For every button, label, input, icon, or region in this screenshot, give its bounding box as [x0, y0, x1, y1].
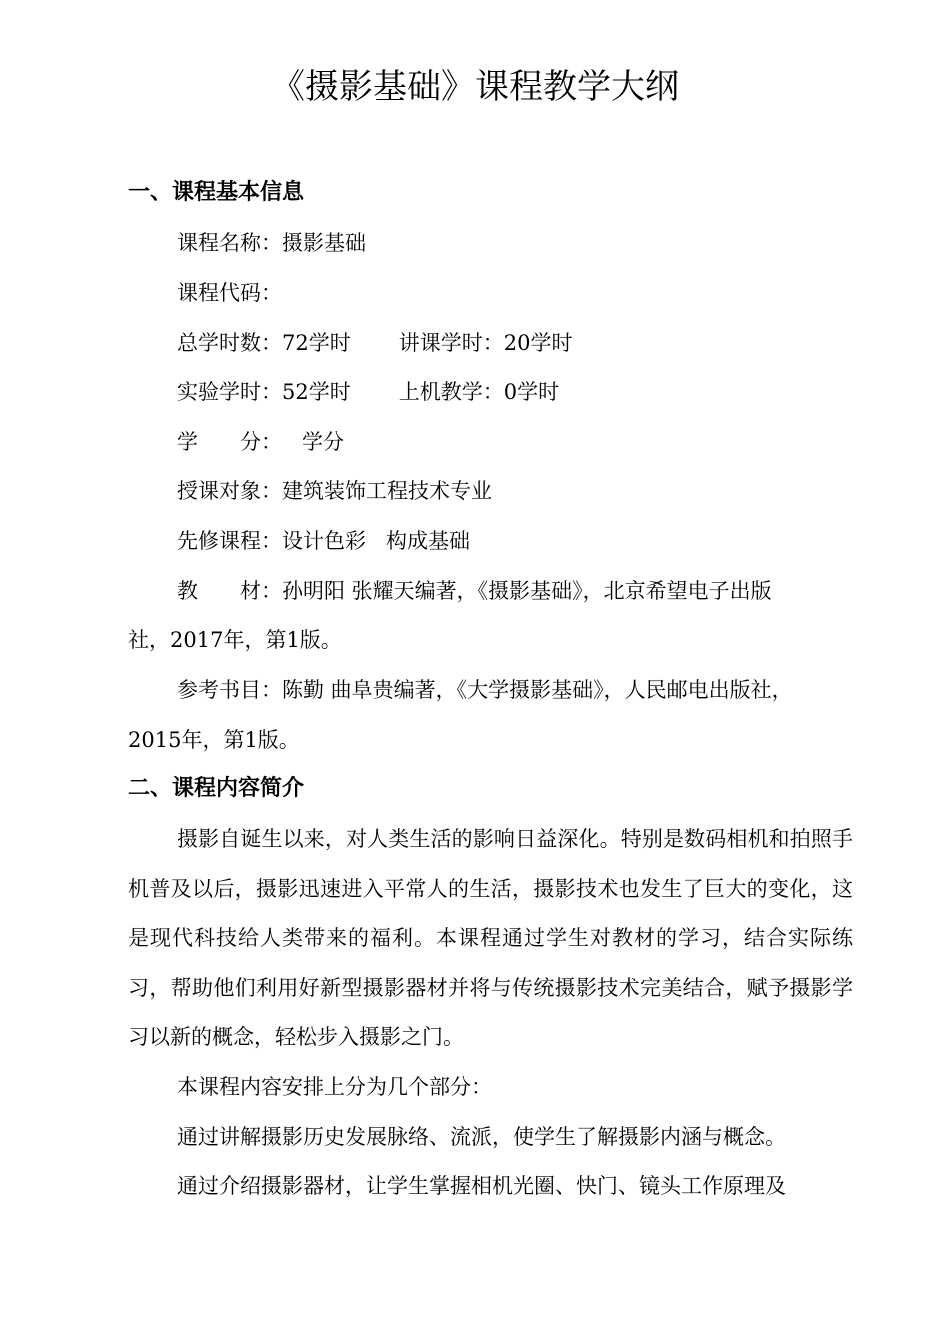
- document-title: 《摄影基础》课程教学大纲: [271, 67, 679, 107]
- reference-continued: 2015年，第1版。: [128, 728, 300, 752]
- textbook-continued: 社，2017年，第1版。: [128, 628, 342, 652]
- intro-paragraph-1: 摄影自诞生以来，对人类生活的影响日益深化。特别是数码相机和拍照手机普及以后，摄影迅速进入平常人的生活，摄影技术也发生了巨大的变化，这是现代科技给人类带来的福利。本课程通过学生对教材的学习，结合实际练习，帮助他们利用好新型摄影器材并将与传统摄影技术完美结合，赋予摄影学习以新的概念，轻松步入摄影之门。: [128, 827, 853, 1050]
- textbook-label: 教: [177, 579, 198, 603]
- textbook: [177, 576, 772, 606]
- textbook-text: 材：孙明阳 张耀天编著，《摄影基础》，北京希望电子出版: [240, 579, 772, 603]
- lab-hours: 实验学时：52学时: [177, 380, 351, 404]
- section-heading-content-intro: 二、课程内容简介: [128, 776, 305, 801]
- hours-row-1: [177, 328, 572, 358]
- credit-colon: 分：: [240, 430, 282, 454]
- credit-row: [177, 427, 344, 457]
- hours-row-2: [177, 377, 559, 407]
- reference-books: 参考书目：陈勤 曲阜贵编著，《大学摄影基础》，人民邮电出版社，: [177, 678, 793, 702]
- section-heading-basic-info: 一、课程基本信息: [128, 180, 305, 205]
- intro-paragraph-3: 通过讲解摄影历史发展脉络、流派，使学生了解摄影内涵与概念。: [177, 1125, 786, 1149]
- intro-paragraph-2: 本课程内容安排上分为几个部分：: [177, 1075, 492, 1099]
- course-name: 课程名称：摄影基础: [177, 231, 366, 255]
- course-audience: 授课对象：建筑装饰工程技术专业: [177, 479, 492, 503]
- intro-paragraph-4: 通过介绍摄影器材，让学生掌握相机光圈、快门、镜头工作原理及: [177, 1174, 786, 1198]
- credit-value: 学分: [302, 430, 344, 454]
- lecture-hours: 讲课学时：20学时: [398, 331, 573, 355]
- course-code: 课程代码：: [177, 281, 282, 305]
- prerequisites-extra: 构成基础: [386, 529, 470, 553]
- credit-label: 学: [177, 430, 198, 454]
- total-hours: 总学时数：72学时: [177, 331, 351, 355]
- prerequisites-label: 先修课程：设计色彩: [177, 529, 366, 553]
- prerequisites: [177, 526, 470, 556]
- computer-hours: 上机教学：0学时: [398, 380, 560, 404]
